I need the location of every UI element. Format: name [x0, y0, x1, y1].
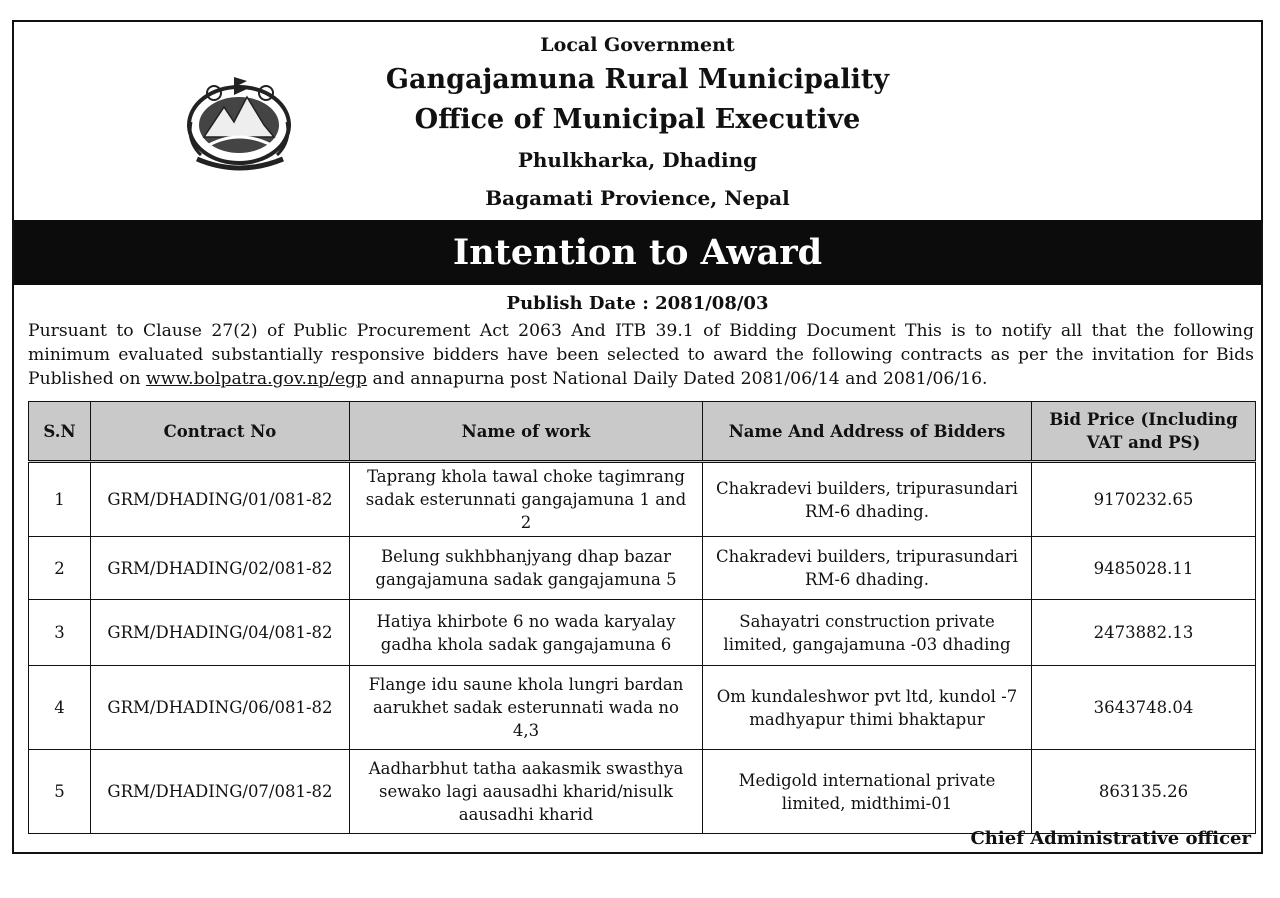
cell-sn: 5 [29, 750, 91, 834]
letterhead [14, 22, 1261, 220]
publish-date: Publish Date : 2081/08/03 [506, 293, 769, 314]
table-row [29, 600, 1256, 666]
table-row [29, 750, 1256, 834]
cell-name-of-work: Hatiya khirbote 6 no wada karyalay gadha khola sadak gangajamuna 6 [350, 600, 703, 666]
table-row [29, 537, 1256, 600]
cell-sn: 2 [29, 537, 91, 600]
cell-sn: 4 [29, 666, 91, 750]
cell-sn: 3 [29, 600, 91, 666]
cell-bidder: Sahayatri construction private limited, gangajamuna -03 dhading [703, 600, 1032, 666]
cell-bidder: Chakradevi builders, tripurasundari RM-6 dhading. [703, 462, 1032, 537]
cell-bid-price: 2473882.13 [1032, 600, 1256, 666]
bolpatra-link[interactable]: www.bolpatra.gov.np/egp [146, 369, 368, 389]
cell-bid-price: 863135.26 [1032, 750, 1256, 834]
cell-sn: 1 [29, 462, 91, 537]
notice-text-start: Pursuant to Clause 27(2) of Public Procurement Act 2063 And ITB 39.1 of Bidding Document This is to notify all that the following minimum evaluated substantially responsive bidders have been selected to award the following contracts as per the invitation for Bids Published on [28, 321, 1254, 389]
header-contract-no: Contract No [91, 402, 350, 462]
cell-bidder: Om kundaleshwor pvt ltd, kundol -7 madhyapur thimi bhaktapur [703, 666, 1032, 750]
cell-bidder: Medigold international private limited, midthimi-01 [703, 750, 1032, 834]
notice-title-banner [14, 220, 1261, 285]
cell-contract-no: GRM/DHADING/04/081-82 [91, 600, 350, 666]
header-province: Bagamati Provience, Nepal [485, 186, 790, 210]
header-bid-price: Bid Price (Including VAT and PS) [1032, 402, 1256, 462]
cell-name-of-work: Taprang khola tawal choke tagimrang sadak esterunnati gangajamuna 1 and 2 [350, 462, 703, 537]
signatory: Chief Administrative officer [970, 828, 1251, 849]
notice-text-end: and annapurna post National Daily Dated 2081/06/14 and 2081/06/16. [367, 369, 988, 389]
header-local-government: Local Government [540, 34, 735, 56]
header-office-name: Office of Municipal Executive [414, 104, 861, 135]
cell-contract-no: GRM/DHADING/01/081-82 [91, 462, 350, 537]
cell-contract-no: GRM/DHADING/06/081-82 [91, 666, 350, 750]
cell-bid-price: 3643748.04 [1032, 666, 1256, 750]
table-row [29, 462, 1256, 537]
cell-name-of-work: Aadharbhut tatha aakasmik swasthya sewako lagi aausadhi kharid/nisulk aausadhi kharid [350, 750, 703, 834]
awards-table [28, 401, 1256, 834]
cell-contract-no: GRM/DHADING/02/081-82 [91, 537, 350, 600]
notice-title: Intention to Award [452, 232, 823, 273]
cell-contract-no: GRM/DHADING/07/081-82 [91, 750, 350, 834]
notice-frame [12, 20, 1263, 854]
cell-bidder: Chakradevi builders, tripurasundari RM-6 dhading. [703, 537, 1032, 600]
cell-name-of-work: Flange idu saune khola lungri bardan aarukhet sadak esterunnati wada no 4,3 [350, 666, 703, 750]
header-bidder: Name And Address of Bidders [703, 402, 1032, 462]
cell-bid-price: 9170232.65 [1032, 462, 1256, 537]
header-municipality-name: Gangajamuna Rural Municipality [385, 64, 890, 95]
table-header-row [29, 402, 1256, 462]
header-name-of-work: Name of work [350, 402, 703, 462]
header-sn: S.N [29, 402, 91, 462]
cell-name-of-work: Belung sukhbhanjyang dhap bazar gangajamuna sadak gangajamuna 5 [350, 537, 703, 600]
notice-body [28, 319, 1254, 391]
cell-bid-price: 9485028.11 [1032, 537, 1256, 600]
table-row [29, 666, 1256, 750]
header-address: Phulkharka, Dhading [517, 148, 758, 172]
